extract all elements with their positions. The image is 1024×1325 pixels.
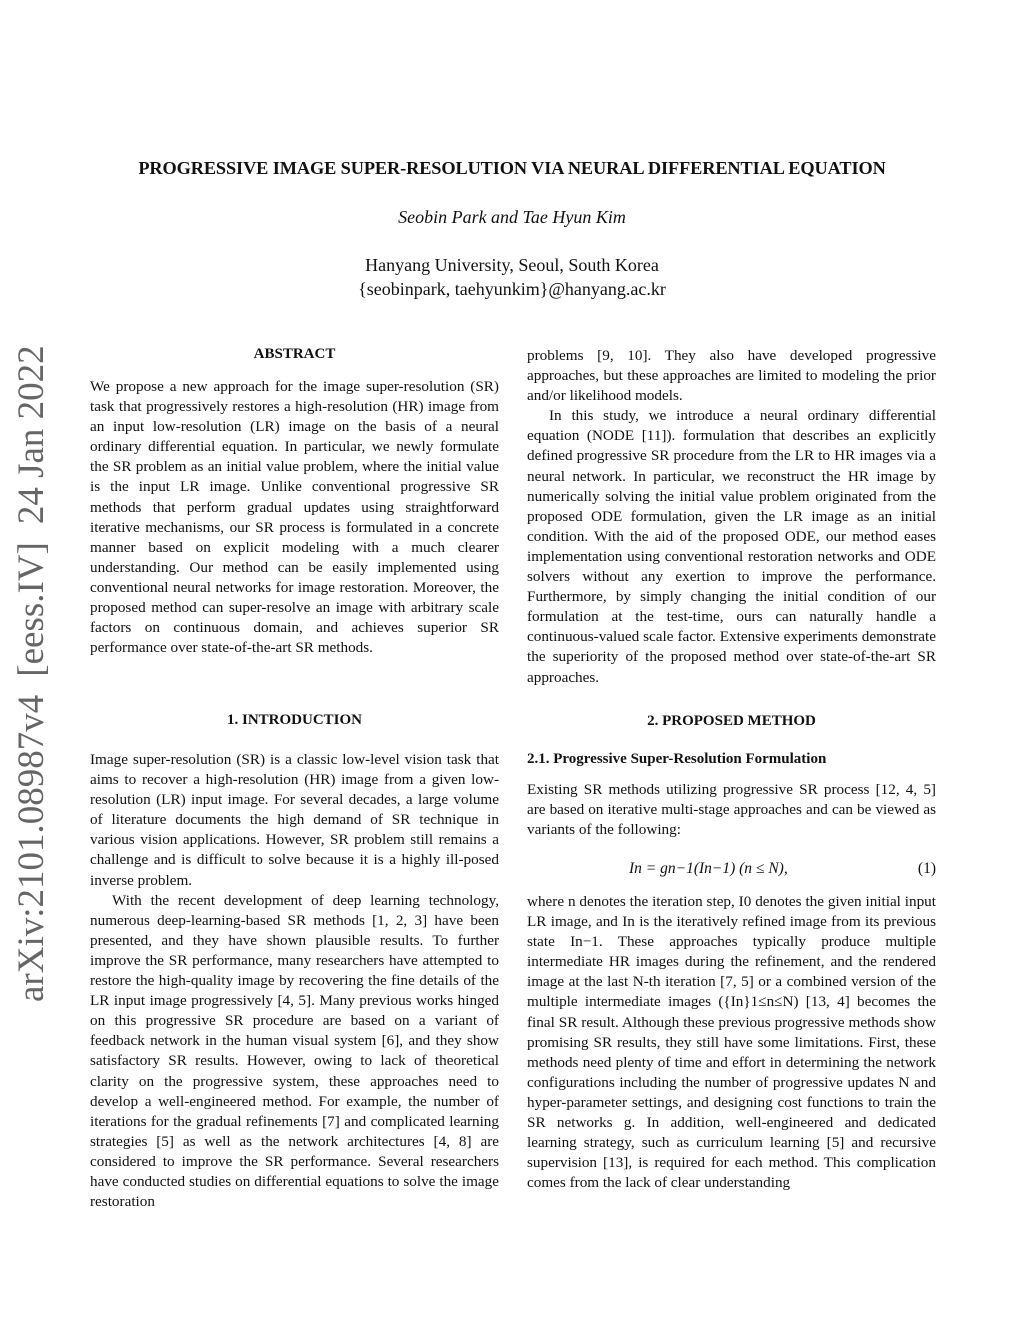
paper-title: PROGRESSIVE IMAGE SUPER-RESOLUTION VIA NEURAL DIFFERENTIAL EQUATION	[138, 158, 886, 178]
abstract-heading: ABSTRACT	[253, 346, 336, 362]
method-body-2	[527, 892, 936, 1193]
equation-body: In = gn−1(In−1) (n ≤ N),	[629, 860, 788, 877]
abstract-text: We propose a new approach for the image super-resolution (SR) task that progressively restores a high-resolution (HR) image from an input low-resolution (LR) image on the basis of a neural ordinary differential equation. In particular, we newly formulate the SR problem as an initial value problem, where the initial value is the input LR image. Unlike conventional progressive SR methods that perform gradual updates using straightforward iterative mechanisms, our SR process is formulated in a concrete manner based on explicit modeling with a much clearer understanding. Our method can be easily implemented using conventional neural networks for image restoration. Moreover, the proposed method can super-resolve an image with arbitrary scale factors on continuous domain, and achieves superior SR performance over state-of-the-art SR methods.	[90, 378, 499, 657]
introduction-body	[90, 750, 499, 1212]
intro-paragraph-1: Image super-resolution (SR) is a classic low-level vision task that aims to recover a high-resolution (HR) image from a given low-resolution (LR) input image. For several decades, a large volume of literature documents the high demand of SR technique in various vision applications. However, SR problem still remains a challenge and is difficult to solve because it is a highly ill-posed inverse problem.	[90, 751, 499, 889]
arxiv-category: [eess.IV]	[11, 542, 52, 677]
abstract-body	[90, 377, 499, 658]
method-subheading: 2.1. Progressive Super-Resolution Formulation	[527, 751, 827, 767]
email: {seobinpark, taehyunkim}@hanyang.ac.kr	[358, 279, 666, 299]
equation-1	[527, 860, 936, 882]
method-paragraph-2: where n denotes the iteration step, I0 denotes the given initial input LR image, and In is the iteratively refined image from its previous state In−1. These approaches typically produce multiple intermediate HR images during the refinement, and the rendered image at the last N-th iteration [7, 5] or a combined version of the multiple intermediate images ({In}1≤n≤N) [13, 4] becomes the final SR result. Although these previous progressive methods show promising SR results, they still have some limitations. First, these methods need plenty of time and effort in determining the network configurations including the number of progressive updates N and hyper-parameter settings, and designing cost functions to train the SR networks g. In addition, well-engineered and dedicated learning strategy, such as curriculum learning [5] and recursive supervision [13], is required for each method. This complication comes from the lack of clear understanding	[527, 893, 936, 1192]
equation-number: (1)	[917, 860, 936, 877]
intro-paragraph-4: In this study, we introduce a neural ordinary differential equation (NODE [11]). formulation that describes an explicitly defined progressive SR procedure from the LR to HR images via a neural network. In particular, we reconstruct the HR image by numerically solving the initial value problem originated from the proposed ODE formulation, given the LR image as an initial condition. With the aid of the proposed ODE, our method eases implementation using conventional restoration networks and ODE solvers without any exertion to improve the performance. Furthermore, by simply changing the initial condition of our formulation at the test-time, ours can naturally handle a continuous-valued scale factor. Extensive experiments demonstrate the superiority of the proposed method over state-of-the-art SR approaches.	[527, 407, 936, 686]
intro-paragraph-2: With the recent development of deep learning technology, numerous deep-learning-based SR methods [1, 2, 3] have been presented, and they have shown plausible results. To further improve the SR performance, many researchers have attempted to restore the high-quality image by recovering the fine details of the LR input image progressively [4, 5]. Many previous works hinged on this progressive SR procedure are based on a variant of feedback network in the human visual system [6], and they show satisfactory SR results. However, owing to lack of theoretical clarity on the progressive system, these approaches need to develop a well-engineered method. For example, the number of iterations for the gradual refinements [7] and complicated learning strategies [5] as well as the network architectures [4, 8] are considered to improve the SR performance. Several researchers have conducted studies on differential equations to solve the image restoration	[90, 891, 499, 1211]
arxiv-id: arXiv:2101.08987v4	[11, 694, 52, 1002]
affiliation: Hanyang University, Seoul, South Korea	[365, 255, 659, 275]
arxiv-stamp	[6, 342, 58, 1002]
introduction-heading: 1. INTRODUCTION	[226, 712, 362, 728]
method-heading: 2. PROPOSED METHOD	[647, 713, 816, 729]
intro-continued	[527, 346, 936, 688]
method-paragraph-1: Existing SR methods utilizing progressive SR process [12, 4, 5] are based on iterative multi-stage approaches and can be viewed as variants of the following:	[527, 781, 936, 839]
authors: Seobin Park and Tae Hyun Kim	[398, 207, 626, 227]
arxiv-date: 24 Jan 2022	[11, 345, 52, 525]
method-body-1	[527, 780, 936, 840]
intro-paragraph-3: problems [9, 10]. They also have developed progressive approaches, but these approaches are limited to modeling the prior and/or likelihood models.	[527, 347, 936, 405]
